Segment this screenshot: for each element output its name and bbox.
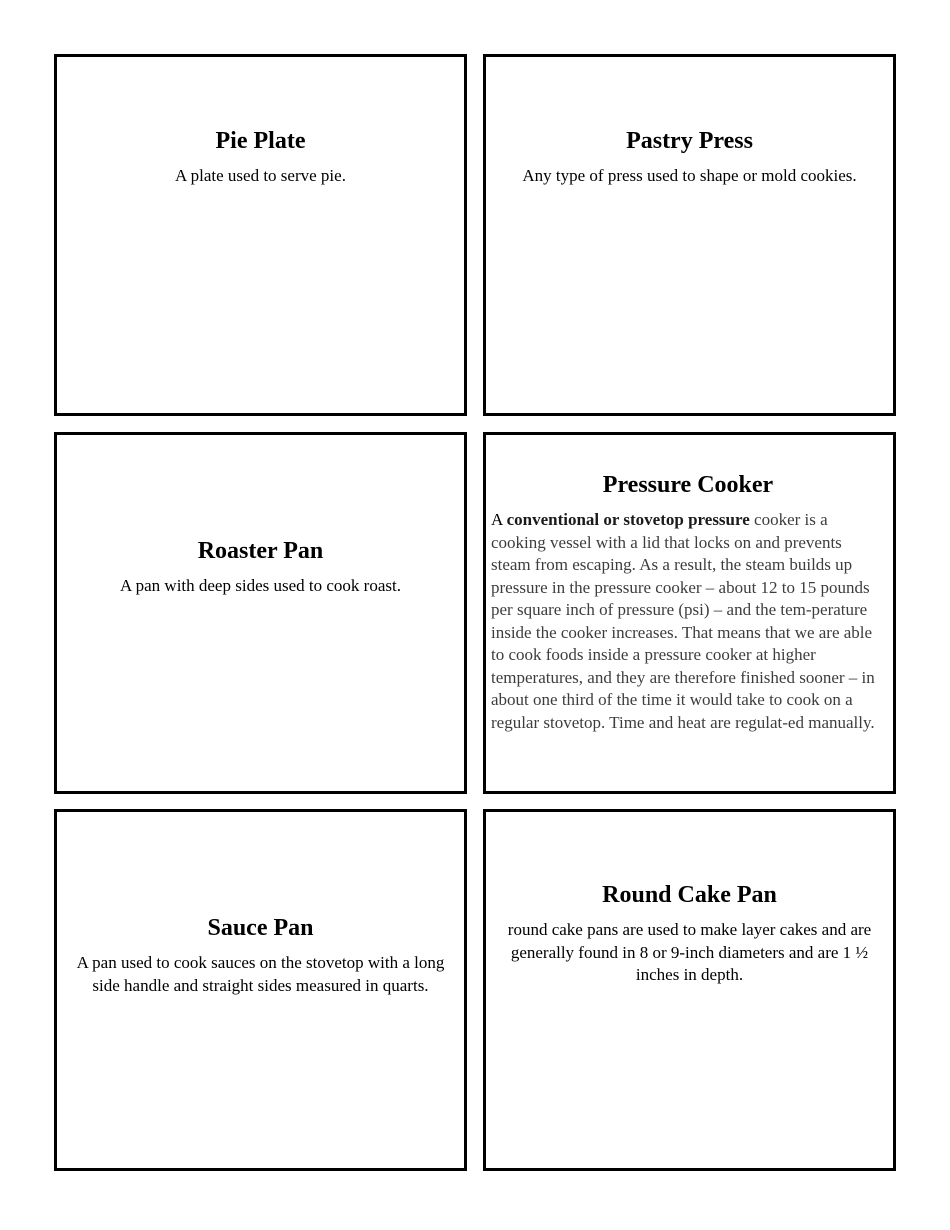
description-lead: A xyxy=(491,510,503,529)
card-description: A plate used to serve pie. xyxy=(175,166,346,185)
card-round-cake-pan xyxy=(483,809,896,1171)
card-pie-plate xyxy=(54,54,467,416)
description-bold: conventional or stovetop pressure xyxy=(506,510,750,529)
card-description xyxy=(491,509,885,734)
description-rest: cooker is a cooking vessel with a lid that locks on and prevents steam from escaping. As a result, the steam builds up pressure in the pressure cooker – about 12 to 15 pounds per square inch of pressure (psi) – and the tem-perature inside the cooker increases. That means that we are able to cook foods inside a pressure cooker at higher temperatures, and they are therefore finished sooner – in about one third of the time it would take to cook on a regular stovetop. Time and heat are regulat-ed manually. xyxy=(491,510,875,732)
card-title: Pressure Cooker xyxy=(602,472,774,498)
card-roaster-pan xyxy=(54,432,467,794)
card-description: A pan with deep sides used to cook roast. xyxy=(120,576,401,595)
card-title: Pastry Press xyxy=(626,128,753,154)
card-description: A pan used to cook sauces on the stovetop with a long side handle and straight sides measured in quarts. xyxy=(76,953,445,995)
card-description: Any type of press used to shape or mold cookies. xyxy=(522,166,857,185)
card-pastry-press xyxy=(483,54,896,416)
card-title: Sauce Pan xyxy=(207,915,314,941)
card-title: Roaster Pan xyxy=(197,538,324,564)
card-title: Pie Plate xyxy=(215,128,306,154)
card-sauce-pan xyxy=(54,809,467,1171)
card-description: round cake pans are used to make layer cakes and are generally found in 8 or 9-inch diameters and are 1 ½ inches in depth. xyxy=(507,920,872,984)
card-title: Round Cake Pan xyxy=(602,882,777,908)
card-pressure-cooker xyxy=(483,432,896,794)
